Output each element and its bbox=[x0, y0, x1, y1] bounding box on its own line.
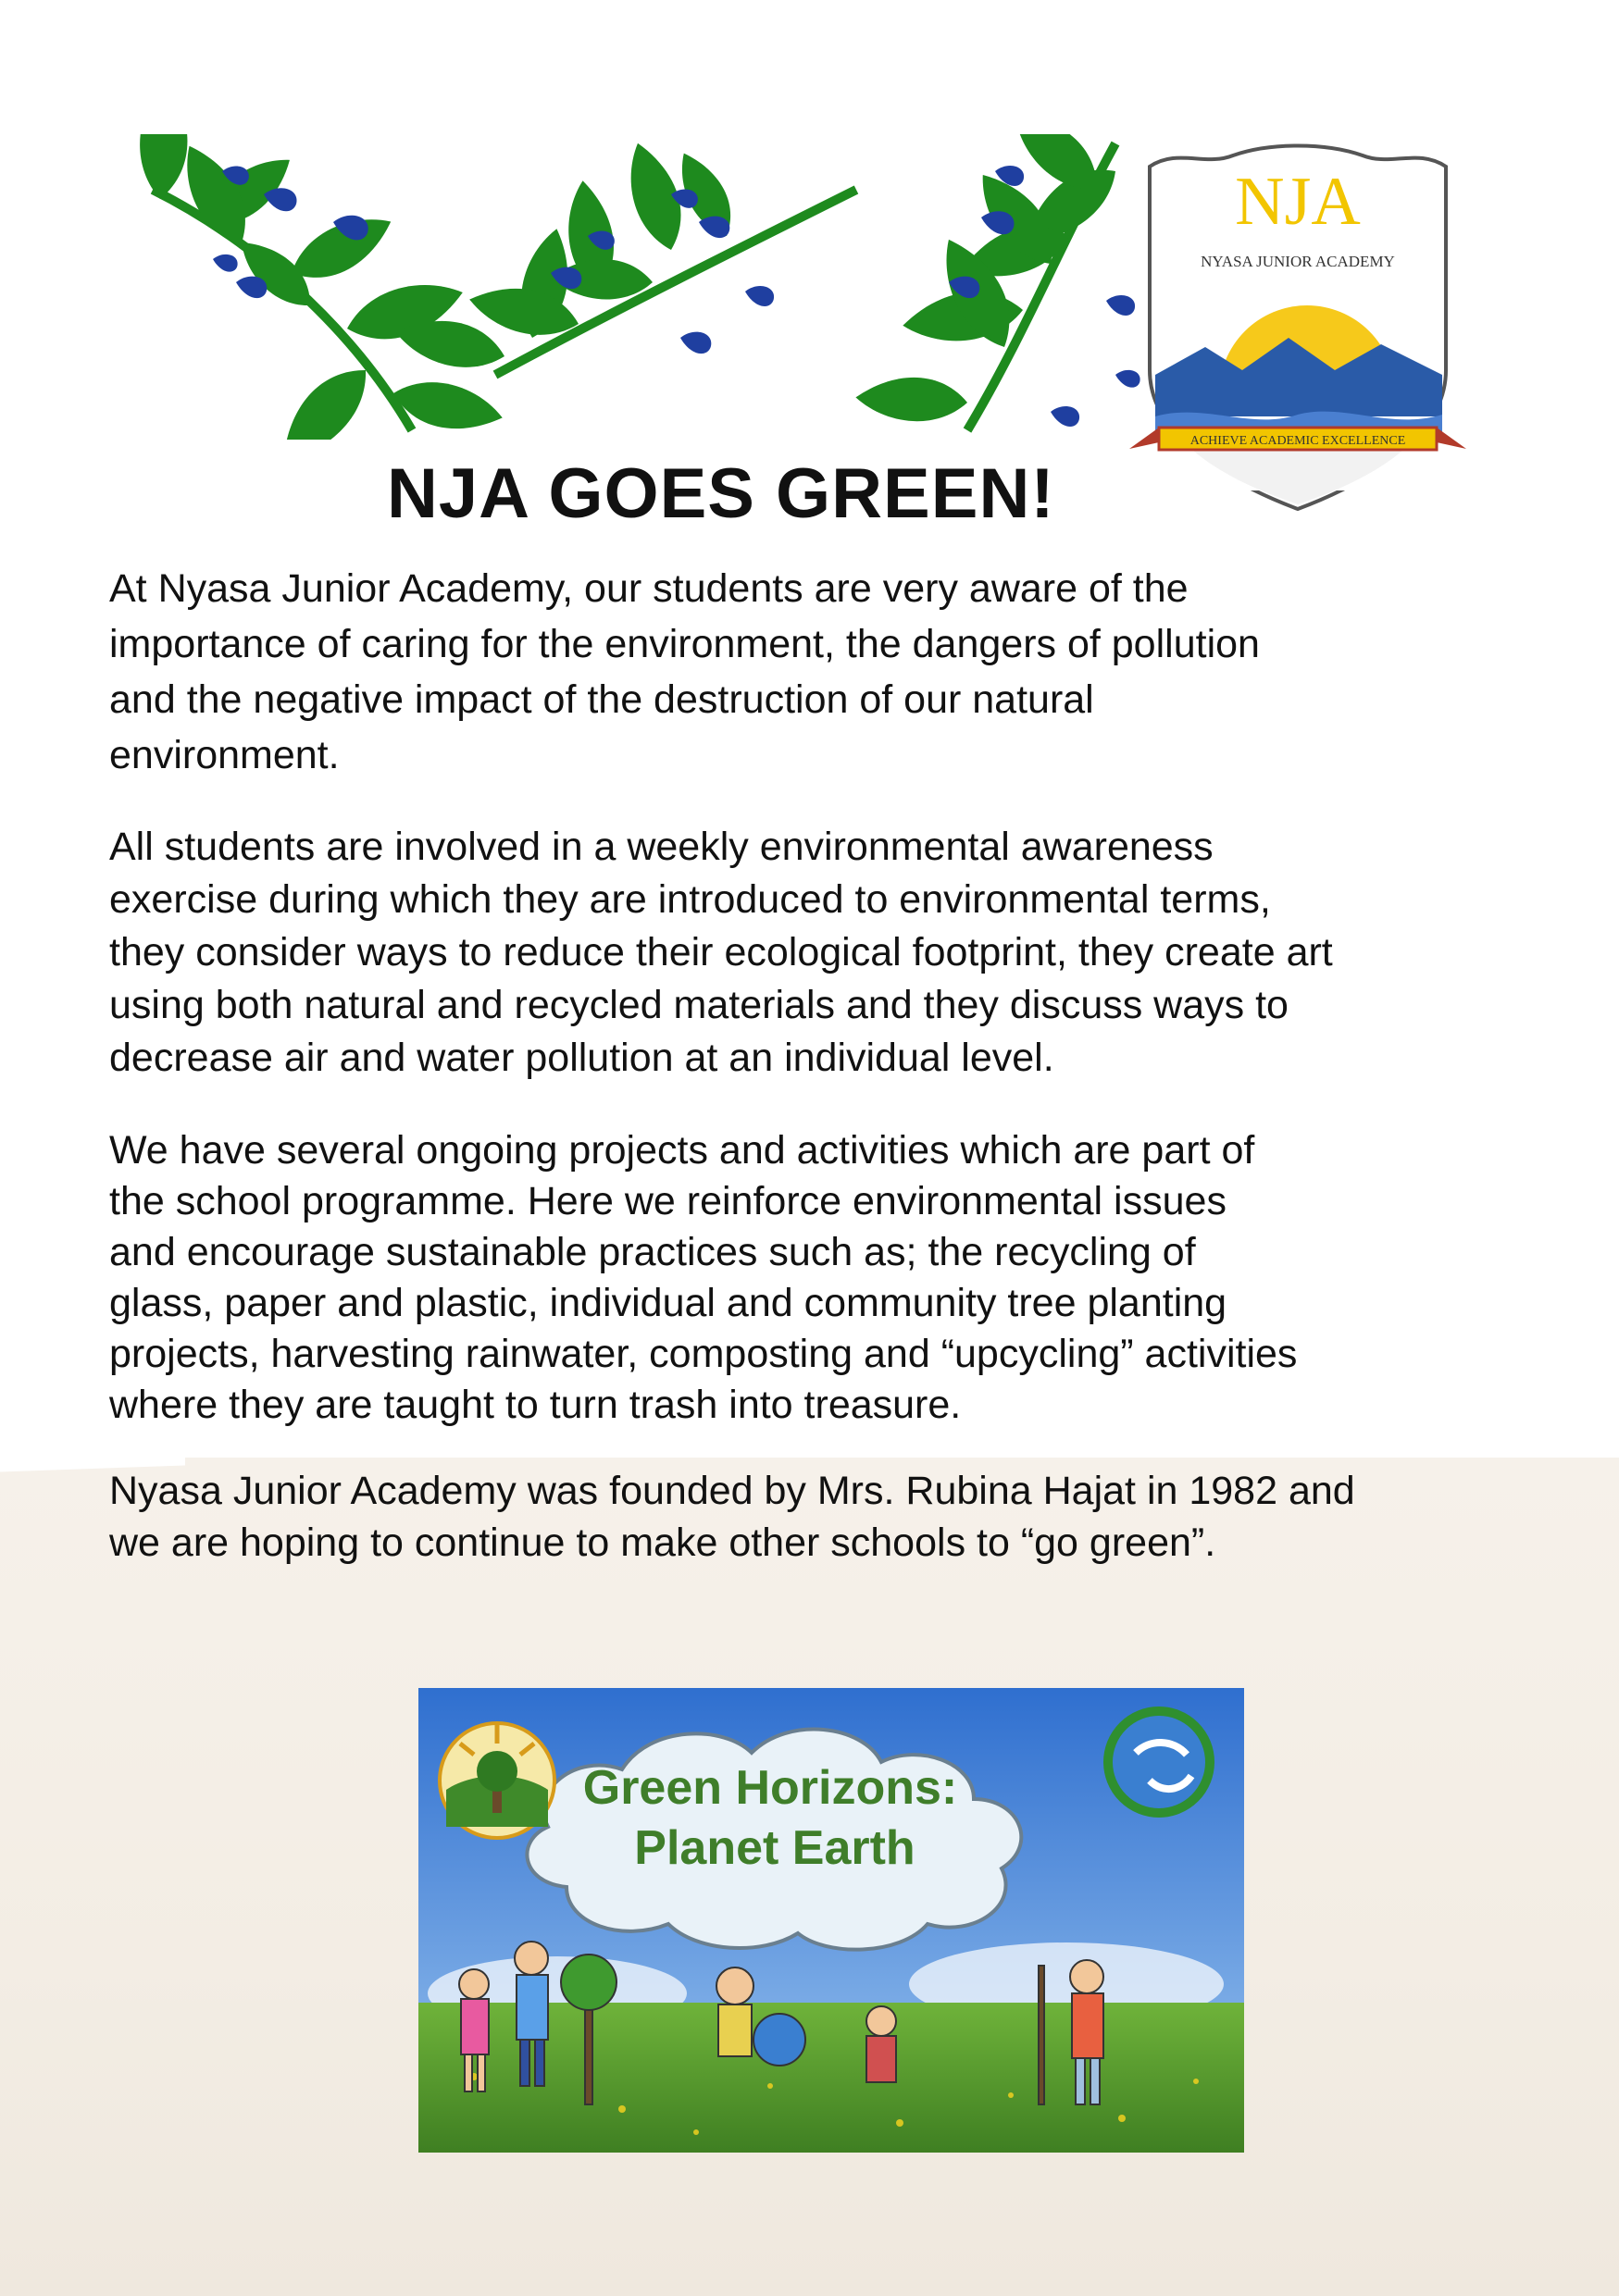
crest-school-name: NYASA JUNIOR ACADEMY bbox=[1201, 253, 1395, 270]
school-crest-logo bbox=[1122, 139, 1474, 518]
crest-monogram: NJA bbox=[1235, 164, 1361, 240]
paragraph-projects: We have several ongoing projects and activities which are part of the school programme. Here we reinforce environmental issues and encourage sustainable practices such as; the recycling of glass, paper and plastic, individual and community tree planting projects, harvesting rainwater, composting and “upcycling” activities where they are taught to turn trash into treasure. bbox=[109, 1128, 1298, 1427]
banner-title-line2: Planet Earth bbox=[634, 1821, 915, 1875]
page-title: NJA GOES GREEN! bbox=[387, 454, 1055, 533]
crest-motto: ACHIEVE ACADEMIC EXCELLENCE bbox=[1189, 434, 1406, 448]
banner-title-line1: Green Horizons: bbox=[582, 1761, 958, 1815]
green-horizons-banner bbox=[418, 1688, 1244, 2153]
recycle-globe-icon bbox=[1108, 1711, 1210, 1813]
paragraph-intro: At Nyasa Junior Academy, our students are very aware of the importance of caring for the environment, the dangers of pollution and the negative impact of the destruction of our natural environment. bbox=[109, 566, 1260, 777]
paragraph-activities: All students are involved in a weekly environmental awareness exercise during which they are introduced to environmental terms, they consider ways to reduce their ecological footprint, they create art using both natural and recycled materials and they discuss ways to decrease air and water pollution at an individual level. bbox=[109, 825, 1333, 1080]
leaf-branch-icon bbox=[134, 134, 1143, 440]
sun-tree-icon bbox=[440, 1723, 554, 1838]
paragraph-founding: Nyasa Junior Academy was founded by Mrs. Rubina Hajat in 1982 and we are hoping to continue to make other schools to “go green”. bbox=[109, 1469, 1355, 1565]
